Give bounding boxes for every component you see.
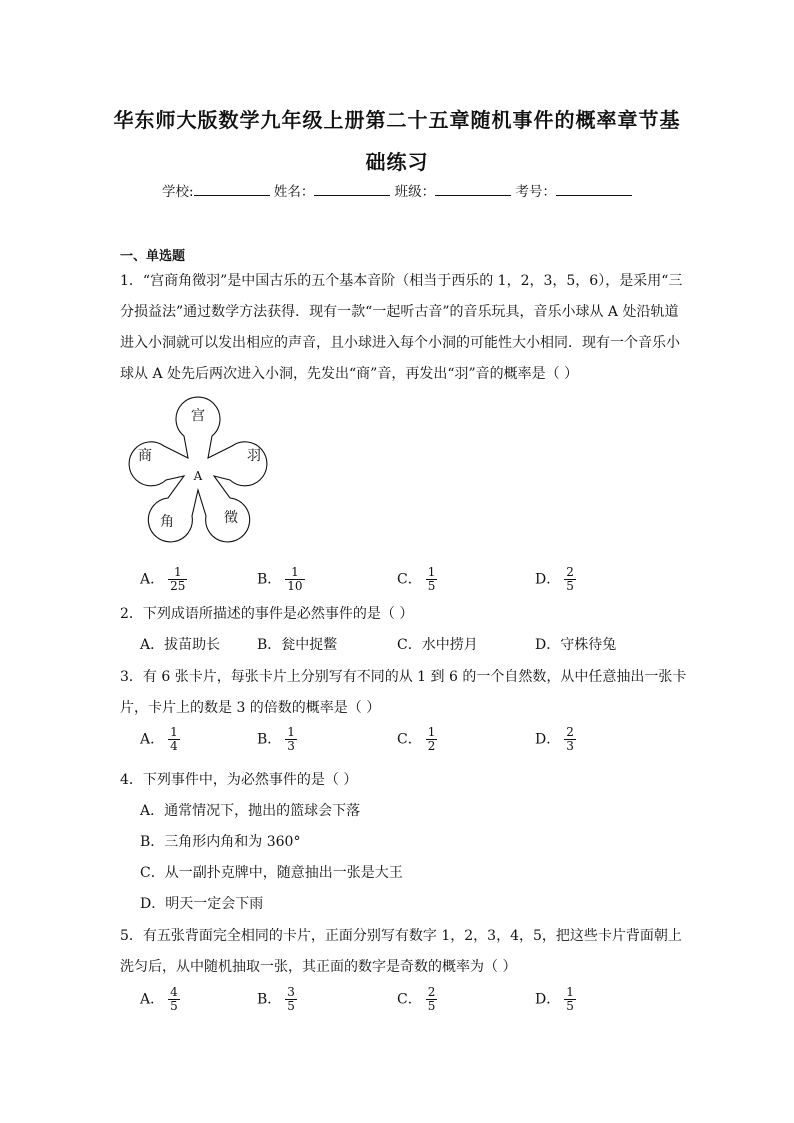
q1-option-c[interactable]: C． $\frac{1}{5}$ — [397, 565, 436, 593]
q1-option-b[interactable]: B． $\frac{1}{10}$ — [257, 565, 303, 593]
q5-option-a[interactable]: A． $\frac{4}{5}$ — [140, 985, 178, 1013]
q3-line1: 3．有 6 张卡片，每张卡片上分别写有不同的从 1 到 6 的一个自然数，从中任意抽出一张卡 — [120, 669, 687, 685]
hole-gong-label: 宫 — [191, 408, 205, 424]
school-blank — [194, 183, 270, 196]
q3-option-c[interactable]: C． $\frac{1}{2}$ — [397, 725, 436, 753]
q4-option-d[interactable]: D．明天一定会下雨 — [140, 896, 264, 912]
q1-line2: 分损益法”通过数学方法获得．现有一款“一起听古音”的音乐玩具，音乐小球从 A 处沿轨道 — [120, 304, 679, 320]
q1-line1: 1．“宫商角徵羽”是中国古乐的五个基本音阶（相当于西乐的 1，2，3，5，6），是采用“三 — [120, 273, 683, 289]
hole-zhi-label: 徵 — [224, 510, 238, 526]
q5-line2: 洗匀后，从中随机抽取一张，其正面的数字是奇数的概率为（ ） — [120, 959, 517, 975]
q2-option-b[interactable]: B．瓮中捉鳖 — [257, 637, 338, 653]
q4-option-b[interactable]: B．三角形内角和为 360° — [140, 834, 301, 850]
q1-line4: 球从 A 处先后两次进入小洞，先发出“商”音，再发出“羽”音的概率是（ ） — [120, 366, 579, 382]
hole-jue-label: 角 — [160, 514, 174, 530]
q3-option-d[interactable]: D． $\frac{2}{3}$ — [535, 725, 574, 753]
q1-line3: 进入小洞就可以发出相应的声音，且小球进入每个小洞的可能性大小相同．现有一个音乐小 — [120, 335, 680, 351]
student-info-row — [0, 180, 794, 200]
page-title-line1: 华东师大版数学九年级上册第二十五章随机事件的概率章节基 — [113, 108, 681, 132]
name-label: 姓名： — [273, 184, 315, 200]
page-title-line2: 础练习 — [365, 150, 429, 174]
school-label: 学校: — [162, 184, 194, 200]
music-ball-diagram — [118, 396, 283, 548]
exam-number-blank — [556, 183, 632, 196]
q1-option-a[interactable]: A． $\frac{1}{25}$ — [140, 565, 186, 593]
exam-number-label: 考号： — [515, 184, 556, 200]
q5-option-b[interactable]: B． $\frac{3}{5}$ — [257, 985, 295, 1013]
q4-option-a[interactable]: A．通常情况下，抛出的篮球会下落 — [140, 803, 361, 819]
hole-shang-label: 商 — [138, 448, 152, 464]
q5-line1: 5．有五张背面完全相同的卡片，正面分别写有数字 1，2，3，4，5，把这些卡片背面朝上 — [120, 928, 682, 944]
q3-line2: 片，卡片上的数是 3 的倍数的概率是（ ） — [120, 700, 381, 716]
class-blank — [435, 183, 511, 196]
q3-option-a[interactable]: A． $\frac{1}{4}$ — [140, 725, 178, 753]
q4-option-c[interactable]: C．从一副扑克牌中，随意抽出一张是大王 — [140, 865, 403, 881]
section-heading: 一、单选题 — [120, 249, 186, 264]
hole-yu-label: 羽 — [247, 448, 261, 464]
class-label: 班级： — [394, 184, 436, 200]
q5-option-c[interactable]: C． $\frac{2}{5}$ — [397, 985, 436, 1013]
q2-option-d[interactable]: D．守株待兔 — [535, 637, 617, 653]
point-a-label: A — [193, 469, 203, 483]
q5-option-d[interactable]: D． $\frac{1}{5}$ — [535, 985, 574, 1013]
q1-option-d[interactable]: D． $\frac{2}{5}$ — [535, 565, 574, 593]
q3-option-b[interactable]: B． $\frac{1}{3}$ — [257, 725, 295, 753]
q2-option-c[interactable]: C．水中捞月 — [397, 637, 478, 653]
q4-line1: 4．下列事件中，为必然事件的是（ ） — [120, 772, 358, 788]
q2-line1: 2．下列成语所描述的事件是必然事件的是（ ） — [120, 606, 414, 622]
name-blank — [314, 183, 390, 196]
q2-option-a[interactable]: A．拔苗助长 — [140, 637, 221, 653]
